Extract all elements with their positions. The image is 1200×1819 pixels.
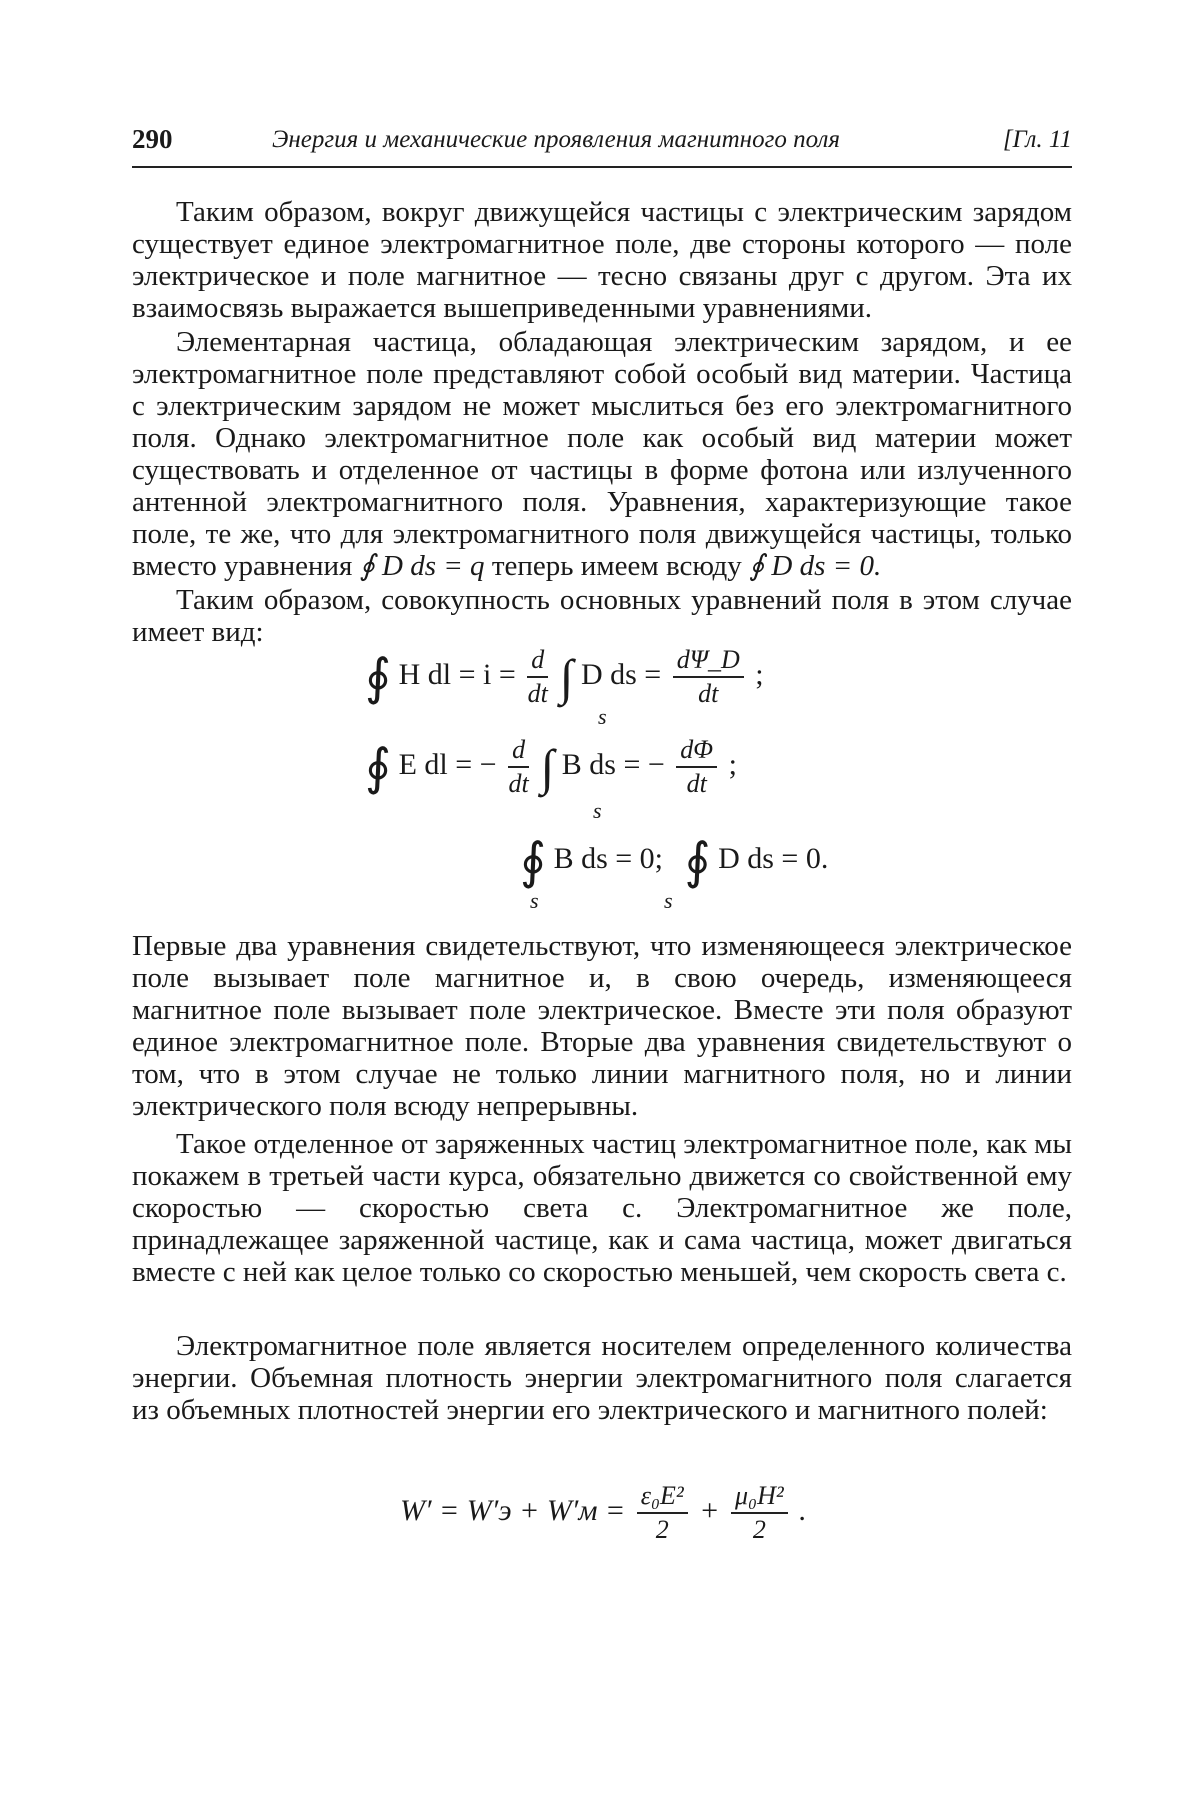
eq1-left: H dl = i =: [398, 657, 524, 691]
page-header: [132, 124, 1072, 168]
paragraph-2: [132, 326, 1072, 582]
paragraph-1: Таким образом, вокруг движущейся частицы с электрическим зарядом существует единое электромагнитное поле, две стороны которого — поле электрическое и поле магнитное — тесно связаны друг с другом. Эта их взаимосвязь выражается вышеприведенными уравнениями.: [132, 196, 1072, 324]
contour-integral-symbol: ∮: [684, 833, 711, 889]
eq4-frac2-den: 2: [752, 1515, 766, 1544]
page-number: 290: [132, 124, 173, 154]
eq1-fraction-2: [673, 644, 744, 710]
eq2-frac2-den: dt: [686, 769, 707, 798]
paragraph-3: Таким образом, совокупность основных уравнений поля в этом случае имеет вид:: [132, 584, 1072, 648]
equation-4: [400, 1480, 807, 1546]
eq1-mid: D ds =: [580, 657, 669, 691]
paragraph-4: Первые два уравнения свидетельствуют, что изменяющееся электрическое поле вызывает поле магнитное и, в свою очередь, изменяющееся магнитное поле вызывает поле электрическое. Вместе эти поля образуют единое электромагнитное поле. Вторые два уравнения свидетельствуют о том, что в этом случае не только линии магнитного поля, но и линии электрического поля всюду непрерывны.: [132, 930, 1072, 1122]
eq1-fraction-1: [527, 644, 548, 710]
eq2-end: ;: [728, 747, 737, 781]
integral-symbol: ∫: [559, 649, 574, 705]
eq4-end: .: [799, 1493, 807, 1527]
eq2-left: E dl = −: [398, 747, 505, 781]
inline-equation-a: ∮ D ds = q: [359, 550, 485, 582]
eq1-subscript-s: s: [598, 704, 607, 729]
eq4-fraction-1: [637, 1480, 688, 1546]
eq2-fraction-2: [676, 734, 717, 800]
running-title: Энергия и механические проявления магнитного поля: [272, 126, 840, 153]
eq3-subscript-s-a: s: [530, 888, 539, 913]
integral-symbol: ∫: [540, 739, 555, 795]
eq1-frac2-den: dt: [698, 679, 719, 708]
eq1-frac1-num: d: [527, 644, 548, 678]
contour-integral-symbol: ∮: [365, 649, 392, 705]
eq2-mid: B ds = −: [561, 747, 673, 781]
paragraph-2-mid: теперь имеем всюду: [484, 550, 750, 582]
paragraph-5: Такое отделенное от заряженных частиц электромагнитное поле, как мы покажем в третьей части курса, обязательно движется со свойственной ему скоростью — скоростью света c. Электромагнитное же поле, принадлежащее заряженной частице, как и сама частица, может двигаться вместе с ней как целое только со скоростью меньшей, чем скорость света c.: [132, 1128, 1072, 1288]
eq2-frac1-num: d: [508, 734, 529, 768]
equation-3: [520, 832, 828, 890]
header-rule: [132, 166, 1072, 168]
eq4-frac2-num: μ₀H²: [731, 1480, 788, 1514]
eq2-fraction-1: [508, 734, 529, 800]
eq1-frac1-den: dt: [527, 679, 548, 708]
equation-1: [365, 644, 764, 710]
eq2-frac2-num: dΦ: [676, 734, 717, 768]
contour-integral-symbol: ∮: [520, 833, 547, 889]
paragraph-2-text: Элементарная частица, обладающая электрическим зарядом, и ее электромагнитное поле представляют собой особый вид материи. Частица с электрическим зарядом не может мыслиться без его электромагнитного поля. Однако электромагнитное поле как особый вид материи может существовать и отделенное от частицы в форме фотона или излученного антенной электромагнитного поля. Уравнения, характеризующие такое поле, те же, что для электромагнитного поля движущейся частицы, только вместо уравнения: [132, 326, 1072, 582]
chapter-marker: [Гл. 11: [1002, 126, 1072, 153]
eq4-frac1-num: ε₀E²: [637, 1480, 688, 1514]
inline-equation-b: ∮ D ds = 0.: [749, 550, 882, 582]
eq4-frac1-den: 2: [655, 1515, 669, 1544]
eq3-part-a: B ds = 0;: [553, 841, 664, 875]
eq2-frac1-den: dt: [508, 769, 529, 798]
equation-2: [365, 734, 737, 800]
eq2-subscript-s: s: [593, 798, 602, 823]
eq4-left: W′ = W′э + W′м =: [400, 1493, 633, 1527]
eq1-end: ;: [755, 657, 764, 691]
paragraph-6: Электромагнитное поле является носителем определенного количества энергии. Объемная плотность энергии электромагнитного поля слагается из объемных плотностей энергии его электрического и магнитного полей:: [132, 1330, 1072, 1426]
eq1-frac2-num: dΨ_D: [673, 644, 744, 678]
eq3-subscript-s-b: s: [664, 888, 673, 913]
eq4-plus: +: [699, 1493, 727, 1527]
eq4-fraction-2: [731, 1480, 788, 1546]
eq3-part-b: D ds = 0.: [718, 841, 829, 875]
contour-integral-symbol: ∮: [365, 739, 392, 795]
